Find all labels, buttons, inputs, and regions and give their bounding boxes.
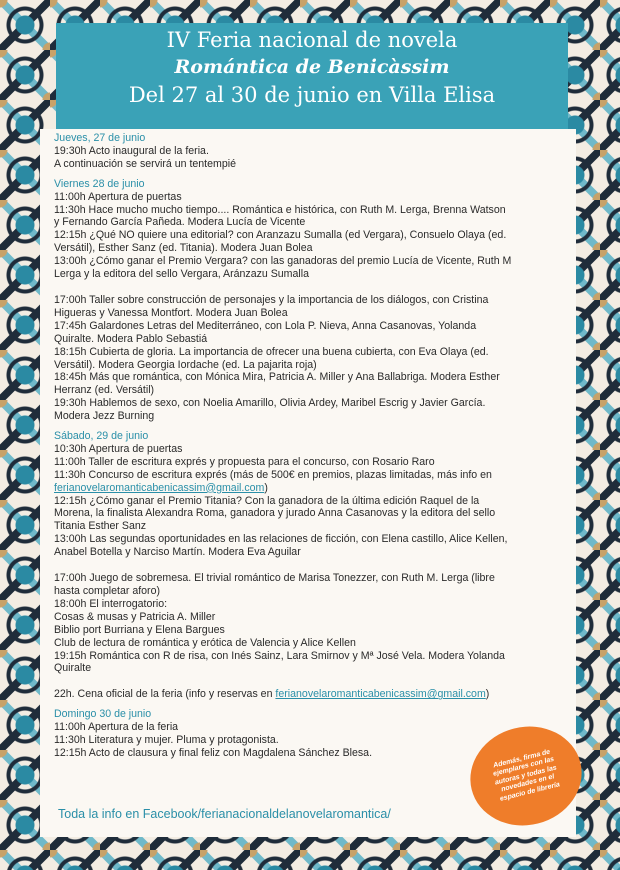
program-line: 11:00h Apertura de la feria: [54, 721, 179, 734]
header-line-3: Del 27 al 30 de junio en Villa Elisa: [128, 83, 496, 107]
program-line: 12:15h ¿Cómo ganar el Premio Titania? Con la ganadora de la última edición Raquel de la: [54, 494, 480, 507]
header-line-1: IV Feria nacional de novela: [166, 28, 458, 52]
program-line: 10:30h Apertura de puertas: [54, 442, 183, 455]
program-panel: [40, 129, 576, 837]
program-line: Versátil). Modera Georgia Iordache (ed. La pajarita roja): [54, 358, 317, 371]
program-line: 11:00h Apertura de puertas: [54, 190, 182, 203]
email-link[interactable]: ferianovelaromanticabenicassim@gmail.com: [54, 481, 265, 494]
dinner-line: [54, 688, 564, 701]
program-line: Quiralte. Modera Pablo Sebastiá: [54, 332, 208, 345]
program-line: 17:00h Juego de sobremesa. El trivial romántico de Marisa Tonezzer, con Ruth M. Lerga (libre: [54, 572, 495, 585]
program-line: hasta completar aforo): [54, 585, 160, 597]
program-line: 18:15h Cubierta de gloria. La importancia de ofrecer una buena cubierta, con Eva Olaya (ed.: [54, 345, 489, 358]
program-line: Anabel Botella y Narciso Martín. Modera Eva Aguilar: [54, 546, 301, 559]
program-line: 11:30h Literatura y mujer. Pluma y protagonista.: [54, 734, 279, 747]
program-line: Quiralte: [54, 662, 92, 675]
day-title-sabado: Sábado, 29 de junio: [54, 430, 149, 443]
program-line: Titania Esther Sanz: [54, 520, 147, 533]
program-line: 19:30h Acto inaugural de la feria.: [54, 144, 209, 157]
program-line: 11:30h Hace mucho mucho tiempo.... Romántica e histórica, con Ruth M. Lerga, Brenna Watson: [54, 203, 506, 216]
program-line: y Fernando García Pañeda. Modera Lucía de Vicente: [54, 216, 306, 229]
dinner-suffix: ): [485, 688, 490, 701]
header-banner: [56, 23, 568, 129]
program-line: Modera Jezz Burning: [54, 410, 155, 423]
program-line: 17:45h Galardones Letras del Mediterráneo, con Lola P. Nieva, Anna Casanovas, Yolanda: [54, 319, 477, 332]
program-line: 12:15h Acto de clausura y final feliz con Magdalena Sánchez Blesa.: [54, 746, 373, 759]
program-line: 19:15h Romántica con R de risa, con Inés Sainz, Lara Smirnov y Mª José Vela. Modera Yolanda: [54, 649, 505, 662]
program-line: 12:15h ¿Qué NO quiere una editorial? con Aranzazu Sumalla (ed Vergara), Consuelo Olaya (ed.: [54, 229, 507, 242]
spacer: [54, 675, 564, 688]
program-line: 17:00h Taller sobre construcción de personajes y la importancia de los diálogos, con Cristina: [54, 293, 489, 306]
program-line: Biblio port Burriana y Elena Bargues: [54, 623, 225, 636]
day-title-jueves: Jueves, 27 de junio: [54, 132, 146, 144]
program-line: 18:00h El interrogatorio:: [54, 597, 168, 610]
program-line: 13:00h ¿Cómo ganar el Premio Vergara? con las ganadoras del premio Lucía de Vicente, Ruth M: [54, 255, 512, 268]
program-line: 11:30h Concurso de escritura exprés (más de 500€ en premios, plazas limitadas, más info en: [54, 468, 492, 481]
dinner-email-link[interactable]: ferianovelaromanticabenicassim@gmail.com: [275, 688, 486, 701]
dinner-text: 22h. Cena oficial de la feria (info y reservas en: [54, 688, 276, 701]
program-line: ferianovelaromanticabenicassim@gmail.com): [54, 481, 268, 494]
facebook-footer[interactable]: Toda la info en Facebook/ferianacionaldelanovelaromantica/: [58, 807, 391, 821]
program-line: Lerga y la editora del sello Vergara, Aránzazu Sumalla: [54, 268, 309, 281]
program-line: 13:00h Las segundas oportunidades en las relaciones de ficción, con Elena castillo, Alice Kellen,: [54, 533, 508, 546]
day-title-viernes: Viernes 28 de junio: [54, 177, 145, 190]
program-line: A continuación se servirá un tentempié: [54, 157, 236, 170]
program-line: Morena, la finalista Alexandra Roma, ganadora y jurado Anna Casanovas y la editora del sello: [54, 507, 496, 520]
day-title-domingo: Domingo 30 de junio: [54, 708, 152, 721]
spacer: [54, 281, 564, 294]
program-line: 18:45h Más que romántica, con Mónica Mira, Patricia A. Miller y Ana Ballabriga. Modera Esther: [54, 371, 500, 384]
program-line: Higueras y Vanessa Montfort. Modera Juan Bolea: [54, 306, 288, 319]
program-line: Versátil), Esther Sanz (ed. Titania). Modera Juan Bolea: [54, 242, 313, 255]
program-line: Herranz (ed. Versátil): [54, 384, 155, 397]
program-line: 19:30h Hablemos de sexo, con Noelia Amarillo, Olivia Ardey, Maribel Escrig y Javier García.: [54, 397, 486, 410]
header-line-2: Romántica de Benicàssim: [174, 56, 450, 78]
program-line: Club de lectura de romántica y erótica de Valencia y Alice Kellen: [54, 636, 356, 649]
badge-text: Además, firma de ejemplares con las autoras y todas las novedades en el espacio de librería: [492, 748, 561, 803]
spacer: [54, 559, 564, 572]
program-line: Cosas & musas y Patricia A. Miller: [54, 610, 216, 623]
program-content: [54, 132, 564, 760]
program-line: 11:00h Taller de escritura exprés y propuesta para el concurso, con Rosario Raro: [54, 455, 435, 468]
